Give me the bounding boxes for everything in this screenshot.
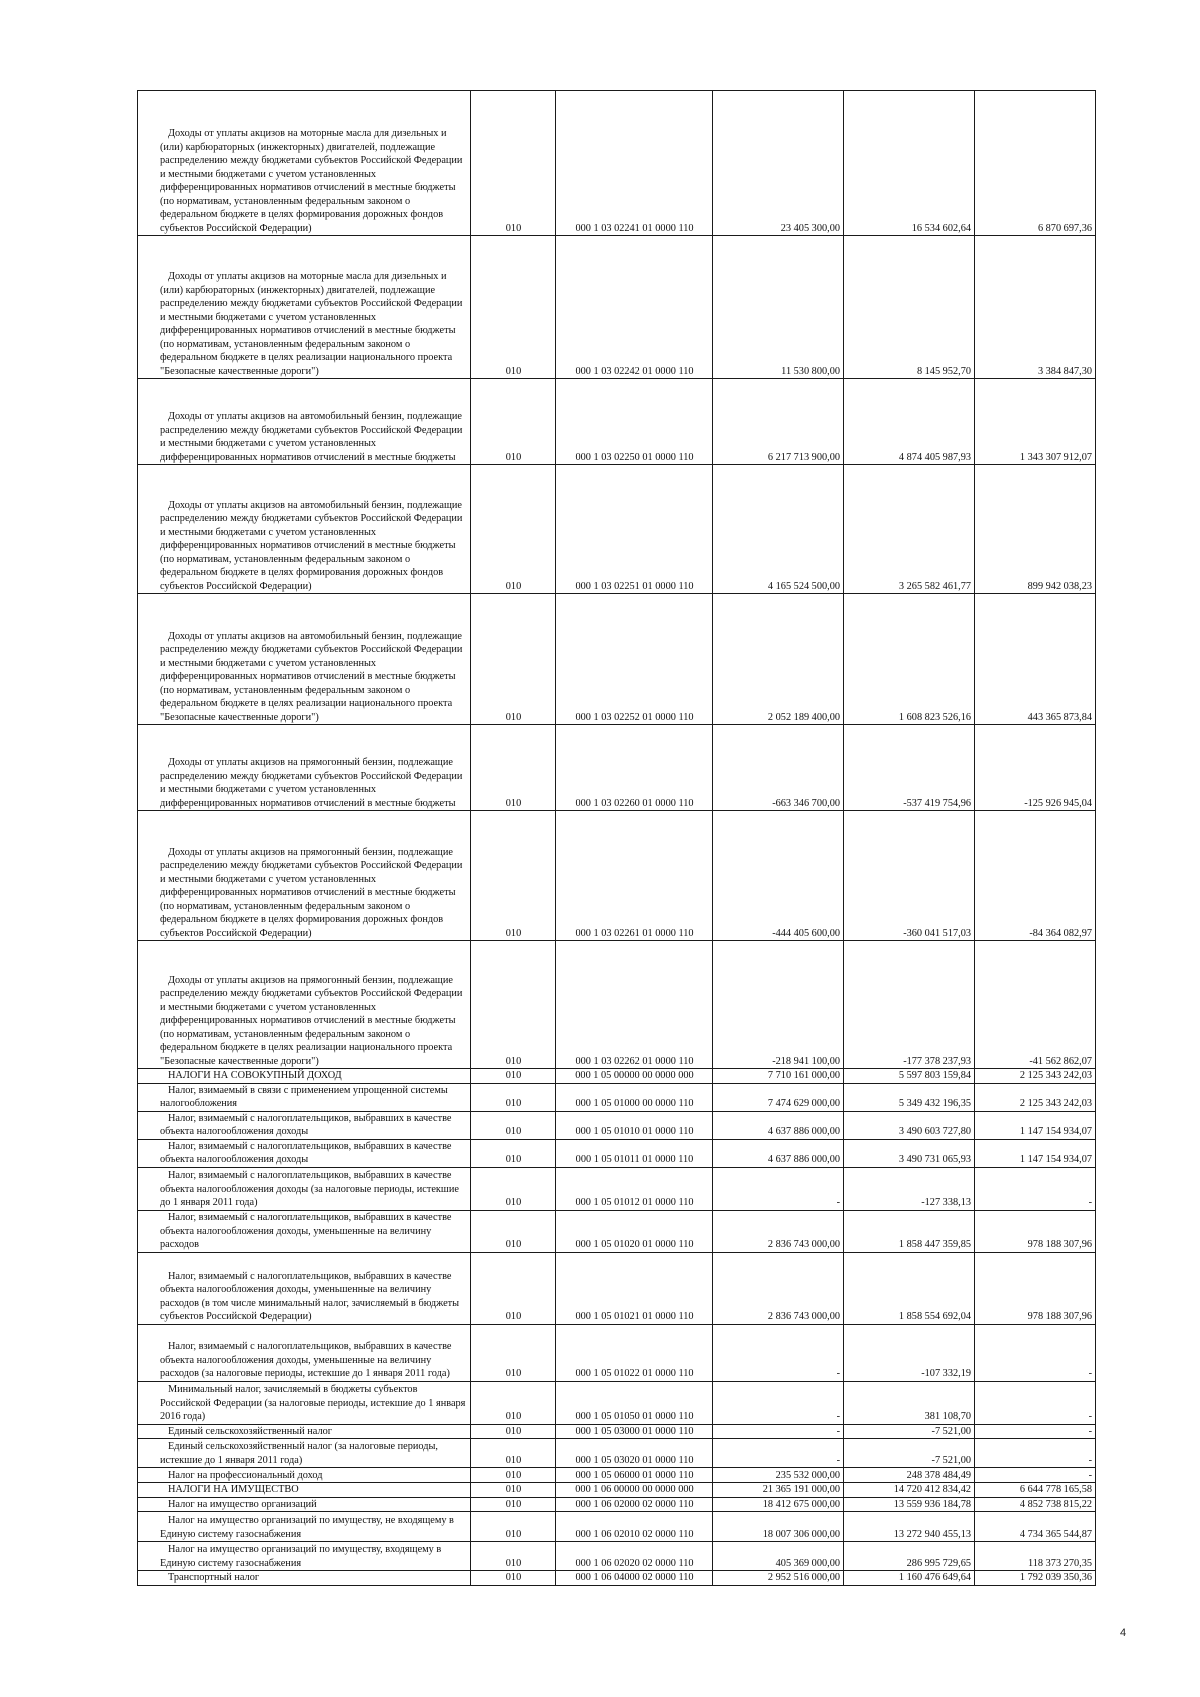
row-executed: 1 608 823 526,16 — [844, 594, 975, 725]
row-executed: 3 265 582 461,77 — [844, 465, 975, 594]
row-approved: - — [713, 1167, 844, 1210]
row-approved: 405 369 000,00 — [713, 1542, 844, 1571]
row-approved: 235 532 000,00 — [713, 1468, 844, 1483]
row-executed: 13 272 940 455,13 — [844, 1512, 975, 1542]
row-budget-code: 000 1 05 01022 01 0000 110 — [556, 1324, 713, 1381]
table-row — [138, 1542, 1096, 1571]
table-row — [138, 1139, 1096, 1167]
row-executed: -7 521,00 — [844, 1424, 975, 1439]
row-name: Минимальный налог, зачисляемый в бюджеты субъектов Российской Федерации (за налоговые периоды, истекшие до 1 января 2016 года) — [138, 1381, 471, 1424]
row-budget-code: 000 1 03 02250 01 0000 110 — [556, 379, 713, 465]
row-budget-code: 000 1 05 03020 01 0000 110 — [556, 1439, 713, 1468]
row-executed: -107 332,19 — [844, 1324, 975, 1381]
row-approved: - — [713, 1324, 844, 1381]
row-line-code: 010 — [471, 465, 556, 594]
row-unexecuted: 6 644 778 165,58 — [975, 1483, 1096, 1498]
row-unexecuted: 443 365 873,84 — [975, 594, 1096, 725]
table-row — [138, 594, 1096, 725]
row-unexecuted: -84 364 082,97 — [975, 811, 1096, 941]
row-approved: 2 836 743 000,00 — [713, 1210, 844, 1252]
row-name: Доходы от уплаты акцизов на автомобильный бензин, подлежащие распределению между бюджетами субъектов Российской Федерации и местными бюджетами с учетом установленных дифференцированных нормативов отчислений в местные бюджеты (по нормативам, установленным федеральным законом о федеральном бюджете в целях формирования дорожных фондов субъектов Российской Федерации) — [138, 465, 471, 594]
row-name: Налог, взимаемый с налогоплательщиков, выбравших в качестве объекта налогообложения доходы, уменьшенные на величину расходов — [138, 1210, 471, 1252]
row-budget-code: 000 1 06 00000 00 0000 000 — [556, 1483, 713, 1498]
table-row — [138, 1252, 1096, 1324]
row-line-code: 010 — [471, 1468, 556, 1483]
row-budget-code: 000 1 06 02020 02 0000 110 — [556, 1542, 713, 1571]
row-unexecuted: - — [975, 1468, 1096, 1483]
row-executed: -127 338,13 — [844, 1167, 975, 1210]
row-budget-code: 000 1 03 02251 01 0000 110 — [556, 465, 713, 594]
row-name: Налог, взимаемый с налогоплательщиков, выбравших в качестве объекта налогообложения доходы, уменьшенные на величину расходов (в том числе минимальный налог, зачисляемый в бюджеты субъектов Российской Федерации) — [138, 1252, 471, 1324]
row-unexecuted: - — [975, 1381, 1096, 1424]
table-row — [138, 379, 1096, 465]
row-name: Налог, взимаемый с налогоплательщиков, выбравших в качестве объекта налогообложения доходы — [138, 1139, 471, 1167]
row-unexecuted: 2 125 343 242,03 — [975, 1069, 1096, 1084]
row-budget-code: 000 1 03 02252 01 0000 110 — [556, 594, 713, 725]
row-line-code: 010 — [471, 1512, 556, 1542]
row-budget-code: 000 1 05 00000 00 0000 000 — [556, 1069, 713, 1084]
row-approved: 18 007 306 000,00 — [713, 1512, 844, 1542]
row-unexecuted: 1 792 039 350,36 — [975, 1571, 1096, 1586]
table-row — [138, 1167, 1096, 1210]
row-name: Доходы от уплаты акцизов на автомобильный бензин, подлежащие распределению между бюджетами субъектов Российской Федерации и местными бюджетами с учетом установленных дифференцированных нормативов отчислений в местные бюджеты (по нормативам, установленным федеральным законом о федеральном бюджете в целях реализации национального проекта "Безопасные качественные дороги") — [138, 594, 471, 725]
row-line-code: 010 — [471, 1483, 556, 1498]
row-name: Единый сельскохозяйственный налог — [138, 1424, 471, 1439]
row-line-code: 010 — [471, 1167, 556, 1210]
table-row — [138, 1424, 1096, 1439]
row-line-code: 010 — [471, 1083, 556, 1111]
table-row — [138, 1381, 1096, 1424]
table-row — [138, 91, 1096, 236]
row-budget-code: 000 1 05 01020 01 0000 110 — [556, 1210, 713, 1252]
row-approved: - — [713, 1381, 844, 1424]
table-row — [138, 1210, 1096, 1252]
row-name: НАЛОГИ НА ИМУЩЕСТВО — [138, 1483, 471, 1498]
row-approved: 4 165 524 500,00 — [713, 465, 844, 594]
row-budget-code: 000 1 05 01050 01 0000 110 — [556, 1381, 713, 1424]
row-budget-code: 000 1 05 01012 01 0000 110 — [556, 1167, 713, 1210]
row-budget-code: 000 1 03 02241 01 0000 110 — [556, 91, 713, 236]
row-line-code: 010 — [471, 1497, 556, 1512]
table-row — [138, 1512, 1096, 1542]
table-row — [138, 1571, 1096, 1586]
row-name: Налог, взимаемый с налогоплательщиков, выбравших в качестве объекта налогообложения доходы, уменьшенные на величину расходов (за налоговые периоды, истекшие до 1 января 2011 года) — [138, 1324, 471, 1381]
row-budget-code: 000 1 05 06000 01 0000 110 — [556, 1468, 713, 1483]
row-unexecuted: 1 343 307 912,07 — [975, 379, 1096, 465]
row-unexecuted: -125 926 945,04 — [975, 725, 1096, 811]
row-unexecuted: 4 852 738 815,22 — [975, 1497, 1096, 1512]
row-approved: 11 530 800,00 — [713, 236, 844, 379]
row-budget-code: 000 1 03 02262 01 0000 110 — [556, 941, 713, 1069]
row-approved: -218 941 100,00 — [713, 941, 844, 1069]
row-name: Доходы от уплаты акцизов на прямогонный бензин, подлежащие распределению между бюджетами субъектов Российской Федерации и местными бюджетами с учетом установленных дифференцированных нормативов отчислений в местные бюджеты (по нормативам, установленным федеральным законом о федеральном бюджете в целях формирования дорожных фондов субъектов Российской Федерации) — [138, 811, 471, 941]
row-approved: 2 052 189 400,00 — [713, 594, 844, 725]
row-unexecuted: 118 373 270,35 — [975, 1542, 1096, 1571]
table-row — [138, 1497, 1096, 1512]
row-budget-code: 000 1 03 02260 01 0000 110 — [556, 725, 713, 811]
table-row — [138, 465, 1096, 594]
row-line-code: 010 — [471, 1324, 556, 1381]
row-line-code: 010 — [471, 379, 556, 465]
row-unexecuted: 1 147 154 934,07 — [975, 1139, 1096, 1167]
row-executed: 381 108,70 — [844, 1381, 975, 1424]
row-name: Налог на имущество организаций — [138, 1497, 471, 1512]
row-executed: 5 349 432 196,35 — [844, 1083, 975, 1111]
row-budget-code: 000 1 05 01011 01 0000 110 — [556, 1139, 713, 1167]
row-executed: 3 490 603 727,80 — [844, 1111, 975, 1139]
row-executed: 286 995 729,65 — [844, 1542, 975, 1571]
row-line-code: 010 — [471, 1069, 556, 1084]
row-executed: -7 521,00 — [844, 1439, 975, 1468]
row-budget-code: 000 1 05 01021 01 0000 110 — [556, 1252, 713, 1324]
row-executed: 1 858 554 692,04 — [844, 1252, 975, 1324]
row-executed: 13 559 936 184,78 — [844, 1497, 975, 1512]
row-unexecuted: 978 188 307,96 — [975, 1252, 1096, 1324]
row-name: Доходы от уплаты акцизов на моторные масла для дизельных и (или) карбюраторных (инжекторных) двигателей, подлежащие распределению между бюджетами субъектов Российской Федерации и местными бюджетами с учетом установленных дифференцированных нормативов отчислений в местные бюджеты (по нормативам, установленным федеральным законом о федеральном бюджете в целях реализации национального проекта "Безопасные качественные дороги") — [138, 236, 471, 379]
row-unexecuted: - — [975, 1324, 1096, 1381]
row-name: Доходы от уплаты акцизов на автомобильный бензин, подлежащие распределению между бюджетами субъектов Российской Федерации и местными бюджетами с учетом установленных дифференцированных нормативов отчислений в местные бюджеты — [138, 379, 471, 465]
row-approved: 7 710 161 000,00 — [713, 1069, 844, 1084]
row-budget-code: 000 1 06 02010 02 0000 110 — [556, 1512, 713, 1542]
row-executed: 1 858 447 359,85 — [844, 1210, 975, 1252]
row-line-code: 010 — [471, 1424, 556, 1439]
row-line-code: 010 — [471, 941, 556, 1069]
row-name: Налог на профессиональный доход — [138, 1468, 471, 1483]
page-number: 4 — [1120, 1627, 1127, 1639]
row-line-code: 010 — [471, 1381, 556, 1424]
row-line-code: 010 — [471, 1252, 556, 1324]
row-budget-code: 000 1 05 01000 00 0000 110 — [556, 1083, 713, 1111]
table-row — [138, 1439, 1096, 1468]
row-unexecuted: - — [975, 1439, 1096, 1468]
row-name: Доходы от уплаты акцизов на прямогонный бензин, подлежащие распределению между бюджетами субъектов Российской Федерации и местными бюджетами с учетом установленных дифференцированных нормативов отчислений в местные бюджеты (по нормативам, установленным федеральным законом о федеральном бюджете в целях реализации национального проекта "Безопасные качественные дороги") — [138, 941, 471, 1069]
row-name: Налог на имущество организаций по имуществу, не входящему в Единую систему газоснабжения — [138, 1512, 471, 1542]
row-line-code: 010 — [471, 594, 556, 725]
row-approved: 4 637 886 000,00 — [713, 1139, 844, 1167]
table-row — [138, 236, 1096, 379]
row-name: НАЛОГИ НА СОВОКУПНЫЙ ДОХОД — [138, 1069, 471, 1084]
row-approved: 2 836 743 000,00 — [713, 1252, 844, 1324]
table-row — [138, 1083, 1096, 1111]
row-approved: - — [713, 1424, 844, 1439]
row-line-code: 010 — [471, 1542, 556, 1571]
row-unexecuted: 2 125 343 242,03 — [975, 1083, 1096, 1111]
row-name: Единый сельскохозяйственный налог (за налоговые периоды, истекшие до 1 января 2011 года) — [138, 1439, 471, 1468]
row-name: Налог, взимаемый с налогоплательщиков, выбравших в качестве объекта налогообложения доходы — [138, 1111, 471, 1139]
row-approved: 7 474 629 000,00 — [713, 1083, 844, 1111]
table-row — [138, 1111, 1096, 1139]
row-name: Налог, взимаемый в связи с применением упрощенной системы налогообложения — [138, 1083, 471, 1111]
row-budget-code: 000 1 03 02242 01 0000 110 — [556, 236, 713, 379]
row-executed: 248 378 484,49 — [844, 1468, 975, 1483]
table-row — [138, 1483, 1096, 1498]
row-executed: -537 419 754,96 — [844, 725, 975, 811]
row-approved: -663 346 700,00 — [713, 725, 844, 811]
table-row — [138, 1324, 1096, 1381]
row-budget-code: 000 1 03 02261 01 0000 110 — [556, 811, 713, 941]
table-row — [138, 811, 1096, 941]
row-name: Транспортный налог — [138, 1571, 471, 1586]
row-budget-code: 000 1 05 03000 01 0000 110 — [556, 1424, 713, 1439]
row-executed: 4 874 405 987,93 — [844, 379, 975, 465]
row-executed: 8 145 952,70 — [844, 236, 975, 379]
row-line-code: 010 — [471, 1139, 556, 1167]
table-row — [138, 725, 1096, 811]
table-row — [138, 941, 1096, 1069]
row-executed: 5 597 803 159,84 — [844, 1069, 975, 1084]
row-approved: 21 365 191 000,00 — [713, 1483, 844, 1498]
row-name: Доходы от уплаты акцизов на прямогонный бензин, подлежащие распределению между бюджетами субъектов Российской Федерации и местными бюджетами с учетом установленных дифференцированных нормативов отчислений в местные бюджеты — [138, 725, 471, 811]
table-row — [138, 1069, 1096, 1084]
row-unexecuted: - — [975, 1424, 1096, 1439]
row-name: Налог на имущество организаций по имуществу, входящему в Единую систему газоснабжения — [138, 1542, 471, 1571]
row-line-code: 010 — [471, 1571, 556, 1586]
row-executed: 14 720 412 834,42 — [844, 1483, 975, 1498]
row-unexecuted: 4 734 365 544,87 — [975, 1512, 1096, 1542]
row-unexecuted: 899 942 038,23 — [975, 465, 1096, 594]
row-line-code: 010 — [471, 1111, 556, 1139]
row-approved: 2 952 516 000,00 — [713, 1571, 844, 1586]
row-line-code: 010 — [471, 1439, 556, 1468]
row-approved: 4 637 886 000,00 — [713, 1111, 844, 1139]
row-line-code: 010 — [471, 1210, 556, 1252]
row-unexecuted: 978 188 307,96 — [975, 1210, 1096, 1252]
row-approved: 18 412 675 000,00 — [713, 1497, 844, 1512]
row-executed: -177 378 237,93 — [844, 941, 975, 1069]
row-name: Доходы от уплаты акцизов на моторные масла для дизельных и (или) карбюраторных (инжекторных) двигателей, подлежащие распределению между бюджетами субъектов Российской Федерации и местными бюджетами с учетом установленных дифференцированных нормативов отчислений в местные бюджеты (по нормативам, установленным федеральным законом о федеральном бюджете в целях формирования дорожных фондов субъектов Российской Федерации) — [138, 91, 471, 236]
revenue-table — [137, 90, 1096, 1586]
row-budget-code: 000 1 06 04000 02 0000 110 — [556, 1571, 713, 1586]
row-executed: 1 160 476 649,64 — [844, 1571, 975, 1586]
row-approved: 23 405 300,00 — [713, 91, 844, 236]
row-line-code: 010 — [471, 236, 556, 379]
row-approved: - — [713, 1439, 844, 1468]
row-unexecuted: -41 562 862,07 — [975, 941, 1096, 1069]
row-unexecuted: 3 384 847,30 — [975, 236, 1096, 379]
row-line-code: 010 — [471, 811, 556, 941]
row-executed: 3 490 731 065,93 — [844, 1139, 975, 1167]
row-executed: 16 534 602,64 — [844, 91, 975, 236]
row-unexecuted: - — [975, 1167, 1096, 1210]
row-approved: 6 217 713 900,00 — [713, 379, 844, 465]
row-unexecuted: 6 870 697,36 — [975, 91, 1096, 236]
table-row — [138, 1468, 1096, 1483]
row-approved: -444 405 600,00 — [713, 811, 844, 941]
row-name: Налог, взимаемый с налогоплательщиков, выбравших в качестве объекта налогообложения доходы (за налоговые периоды, истекшие до 1 января 2011 года) — [138, 1167, 471, 1210]
row-budget-code: 000 1 05 01010 01 0000 110 — [556, 1111, 713, 1139]
row-executed: -360 041 517,03 — [844, 811, 975, 941]
row-line-code: 010 — [471, 725, 556, 811]
row-budget-code: 000 1 06 02000 02 0000 110 — [556, 1497, 713, 1512]
row-unexecuted: 1 147 154 934,07 — [975, 1111, 1096, 1139]
row-line-code: 010 — [471, 91, 556, 236]
